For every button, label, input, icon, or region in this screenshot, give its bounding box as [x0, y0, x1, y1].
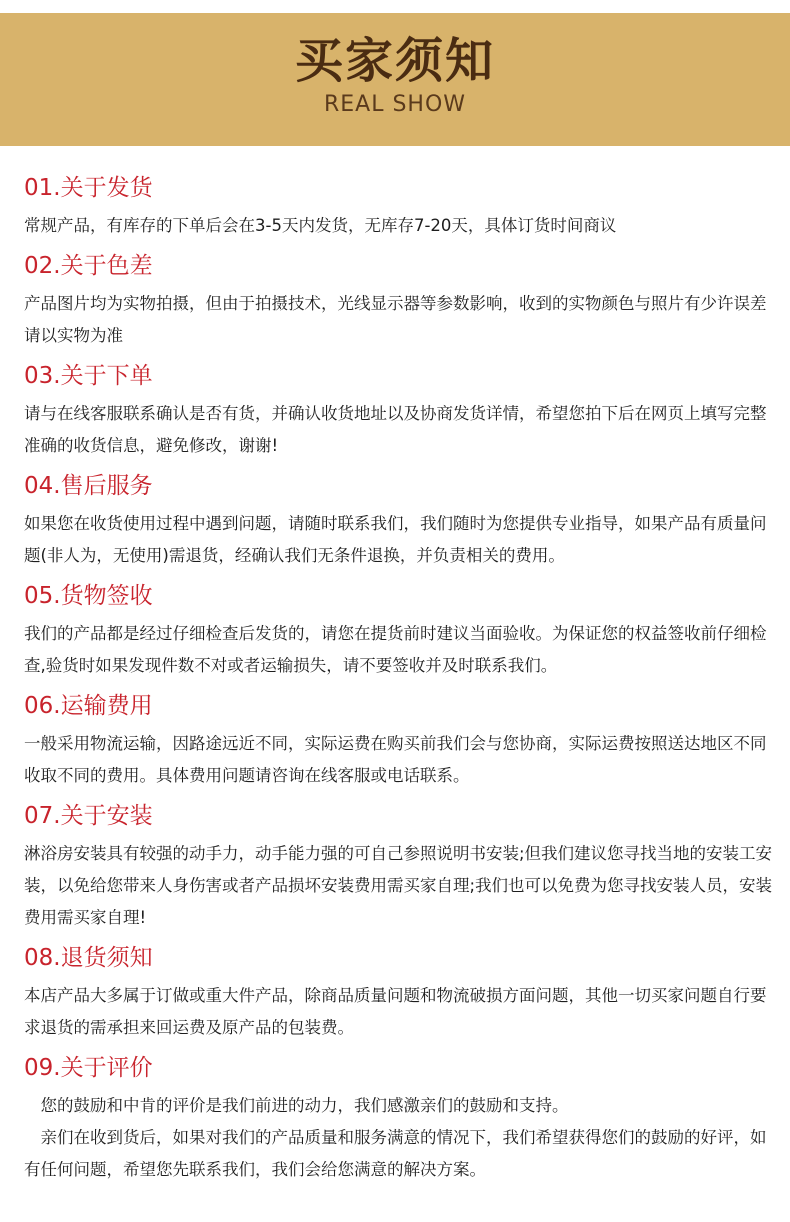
section-title: 07.关于安装	[24, 803, 153, 829]
section-receipt	[24, 574, 774, 682]
section-title: 03.关于下单	[24, 363, 153, 389]
section-title: 09.关于评价	[24, 1055, 153, 1081]
section-body: 淋浴房安装具有较强的动手力，动手能力强的可自己参照说明书安装;但我们建议您寻找当地的安装工安装，以免给您带来人身伤害或者产品损坏安装费用需买家自理;我们也可以免费为您寻找安装人员，安装费用需买家自理!	[24, 844, 773, 927]
section-title: 02.关于色差	[24, 253, 153, 279]
section-returns	[24, 936, 774, 1044]
section-title: 05.货物签收	[24, 583, 153, 609]
section-freight	[24, 684, 774, 792]
section-title: 06.运输费用	[24, 693, 153, 719]
notice-content	[24, 166, 774, 1186]
section-body: 如果您在收货使用过程中遇到问题，请随时联系我们，我们随时为您提供专业指导，如果产品有质量问题(非人为，无使用)需退货，经确认我们无条件退换，并负责相关的费用。	[24, 514, 767, 565]
section-reviews	[24, 1046, 774, 1186]
section-after-sales	[24, 464, 774, 572]
page-subtitle: REAL SHOW	[323, 92, 467, 117]
section-installation	[24, 794, 774, 934]
section-body: 一般采用物流运输，因路途远近不同，实际运费在购买前我们会与您协商，实际运费按照送达地区不同收取不同的费用。具体费用问题请咨询在线客服或电话联系。	[24, 734, 767, 785]
page-title: 买家须知	[294, 33, 495, 89]
section-title: 08.退货须知	[24, 945, 153, 971]
section-body: 本店产品大多属于订做或重大件产品，除商品质量问题和物流破损方面问题，其他一切买家问题自行要求退货的需承担来回运费及原产品的包装费。	[24, 986, 767, 1037]
section-body: 常规产品，有库存的下单后会在3-5天内发货，无库存7-20天，具体订货时间商议	[24, 216, 617, 235]
section-title: 01.关于发货	[24, 175, 153, 201]
section-body: 我们的产品都是经过仔细检查后发货的，请您在提货前时建议当面验收。为保证您的权益签收前仔细检查,验货时如果发现件数不对或者运输损失，请不要签收并及时联系我们。	[24, 624, 767, 675]
section-body: 您的鼓励和中肯的评价是我们前进的动力，我们感激亲们的鼓励和支持。	[40, 1096, 569, 1115]
section-body: 请与在线客服联系确认是否有货，并确认收货地址以及协商发货详情，希望您拍下后在网页上填写完整准确的收货信息，避免修改，谢谢!	[24, 404, 767, 455]
section-color-difference	[24, 244, 774, 352]
section-title: 04.售后服务	[24, 473, 153, 499]
section-ordering	[24, 354, 774, 462]
section-body: 亲们在收到货后，如果对我们的产品质量和服务满意的情况下，我们希望获得您们的鼓励的好评，如有任何问题，希望您先联系我们，我们会给您满意的解决方案。	[24, 1128, 767, 1179]
header-banner	[0, 13, 790, 146]
section-body: 产品图片均为实物拍摄，但由于拍摄技术，光线显示器等参数影响，收到的实物颜色与照片有少许误差请以实物为准	[24, 294, 767, 345]
section-shipping	[24, 166, 774, 242]
